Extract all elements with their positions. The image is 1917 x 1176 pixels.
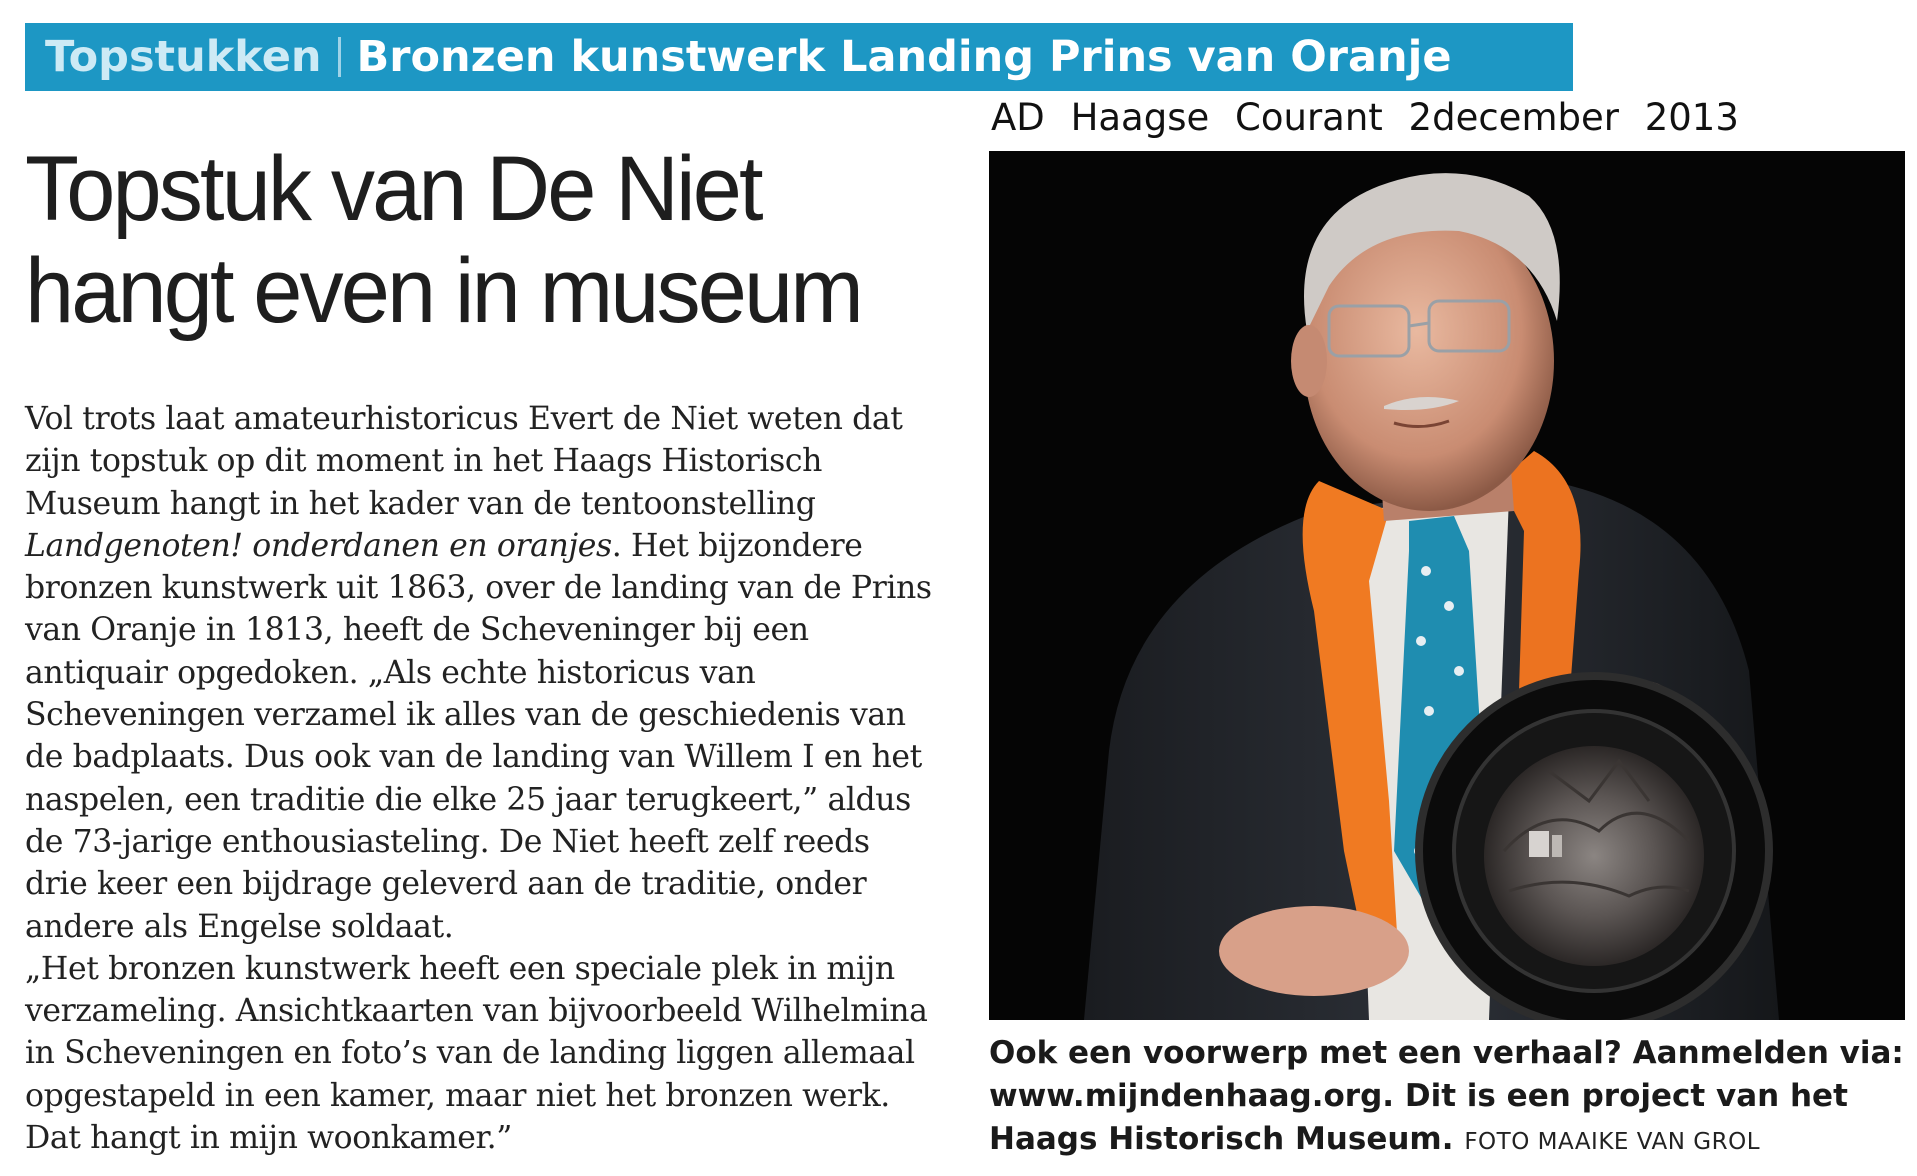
exhibition-title: Landgenoten! onderdanen en oranjes xyxy=(25,527,612,564)
paragraph-1-text-a: Vol trots laat amateurhistoricus Evert de Niet weten dat zijn topstuk op dit moment in het Haags Historisch Museum hangt in het kader van de tentoonstelling xyxy=(25,401,903,522)
photo-credit: FOTO MAAIKE VAN GROL xyxy=(1464,1129,1761,1155)
photo-caption xyxy=(989,1032,1905,1164)
section-label: Topstukken xyxy=(45,32,322,82)
paragraph-1 xyxy=(25,398,935,948)
paragraph-1-text-b: . Het bijzondere bronzen kunstwerk uit 1863, over de landing van de Prins van Oranje in 1813, heeft de Scheveninger bij een antiquair opgedoken. „Als echte historicus van Scheveningen verzamel ik alles van de geschiedenis van de badplaats. Dus ook van de landing van Willem I en het naspelen, een traditie die elke 25 jaar terugkeert,” aldus de 73-jarige enthousiasteling. De Niet heeft zelf reeds drie keer een bijdrage geleverd aan de traditie, onder andere als Engelse soldaat. xyxy=(25,527,932,945)
article-body xyxy=(25,398,935,1159)
source-annotation: AD Haagse Courant 2december 2013 xyxy=(991,96,1739,139)
article-photo xyxy=(989,151,1905,1020)
portrait-illustration xyxy=(989,151,1905,1020)
article-headline xyxy=(25,138,927,342)
headline-line-1: Topstuk van De Niet xyxy=(25,138,761,240)
hand-left xyxy=(1219,906,1409,996)
header-divider xyxy=(338,37,341,77)
paragraph-2: „Het bronzen kunstwerk heeft een speciale plek in mijn verzameling. Ansichtkaarten van bijvoorbeeld Wilhelmina in Scheveningen en foto’s van de landing liggen allemaal opgestapeld in een kamer, maar niet het bronzen werk. Dat hangt in mijn woonkamer.” xyxy=(25,950,928,1157)
section-header-bar xyxy=(25,23,1573,91)
caption-text: Ook een voorwerp met een verhaal? Aanmelden via: www.mijndenhaag.org. Dit is een project van het Haags Historisch Museum. xyxy=(989,1035,1904,1157)
section-title: Bronzen kunstwerk Landing Prins van Oranje xyxy=(356,32,1452,82)
headline-line-2: hangt even in museum xyxy=(25,240,861,342)
bronze-plate-relief xyxy=(1484,746,1704,966)
